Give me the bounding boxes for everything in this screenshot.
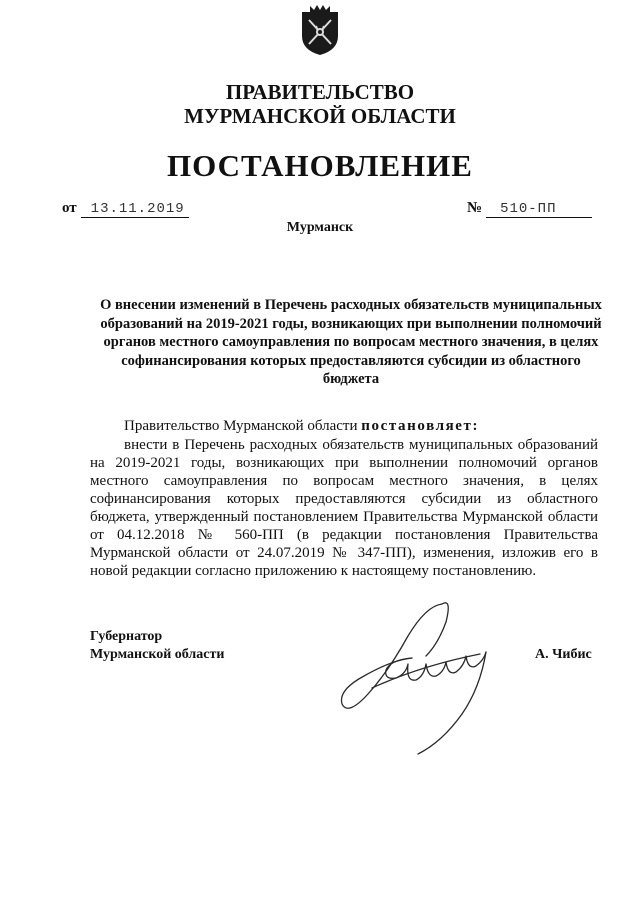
signer-title-line1: Губернатор [90, 629, 163, 644]
signer-name: А. Чибис [535, 647, 592, 662]
preamble-verb: постановляет: [361, 418, 480, 434]
number-line [467, 199, 592, 218]
number-label: № [467, 200, 483, 216]
body-paragraph: внести в Перечень расходных обязательств муниципальных образований на 2019-2021 годы, возникающих при выполнении полномочий органов местного самоуправления по вопросам местного значения, в целях софинансирования которых предоставляются субсидии из областного бюджета, утвержденный постановлением Правительства Мурманской области от 04.12.2018 № 560-ПП (в редакции постановления Правительства Мурманской области от 24.07.2019 № 347-ПП), изменения, изложив его в новой редакции согласно приложению к настоящему постановлению. [90, 437, 598, 579]
number-value: 510-ПП [486, 201, 592, 218]
signer-title-line2: Мурманской области [90, 647, 225, 662]
date-value: 13.11.2019 [81, 201, 189, 218]
date-label: от [62, 200, 77, 216]
document-type-title: ПОСТАНОВЛЕНИЕ [167, 148, 473, 183]
org-name-line1: ПРАВИТЕЛЬСТВО [225, 80, 415, 104]
coat-of-arms-icon [299, 4, 341, 56]
preamble [124, 418, 479, 435]
handwritten-signature-icon [330, 596, 520, 756]
document-subject: О внесении изменений в Перечень расходных обязательств муниципальных образований на 2019-2021 годы, возникающих при выполнении полномочий органов местного самоуправления по вопросам местного значения, в целях софинансирования которых предоставляются субсидии из областного бюджета [100, 297, 602, 387]
preamble-text: Правительство Мурманской области [124, 418, 362, 434]
date-line [62, 199, 189, 218]
org-name-line2: МУРМАНСКОЙ ОБЛАСТИ [184, 104, 456, 128]
city-name: Мурманск [286, 220, 354, 235]
